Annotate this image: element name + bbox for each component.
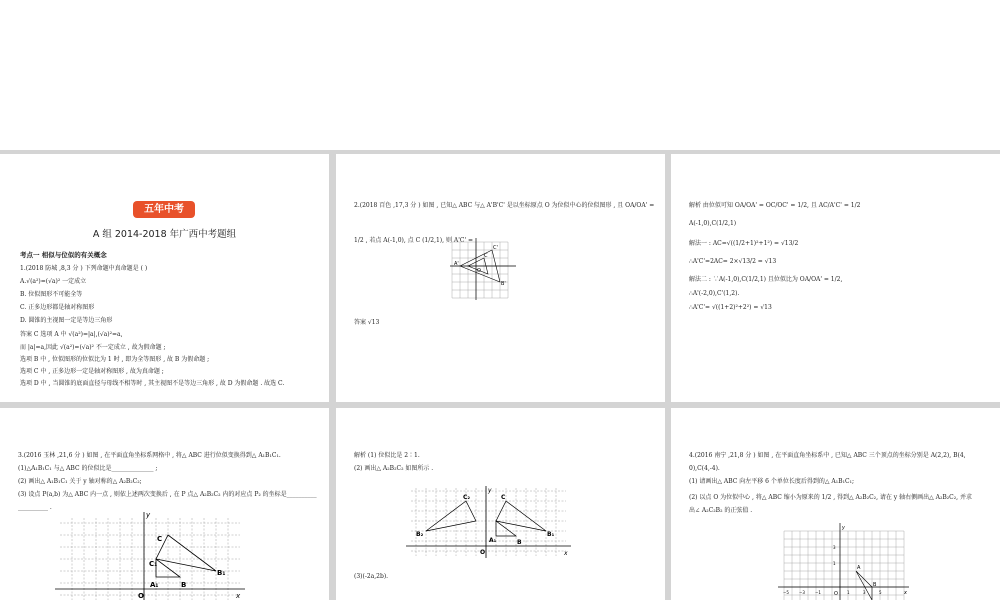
svg-text:−3: −3 bbox=[799, 590, 805, 595]
svg-text:O: O bbox=[138, 592, 144, 600]
banner: 五年中考 bbox=[133, 201, 195, 218]
svg-text:B': B' bbox=[501, 281, 506, 287]
answer-blank: __________ . bbox=[18, 504, 52, 511]
solution-line: 解法二 : ∵A(-1,0),C(1/2,1) 且位似比为 OA/OA' = 1/2, bbox=[689, 276, 843, 283]
svg-text:5: 5 bbox=[879, 590, 882, 595]
svg-text:x: x bbox=[904, 590, 907, 596]
svg-text:C': C' bbox=[493, 245, 498, 251]
solution-line: ∴A'C'=2AC= 2×√13/2 = √13 bbox=[689, 258, 777, 265]
solution-line: (2) 画出△ A₂B₂C₂ 如图所示 . bbox=[354, 465, 434, 472]
group-title: A 组 2014-2018 年广西中考题组 bbox=[92, 229, 237, 240]
kaodian-heading: 考点一 相似与位似的有关概念 bbox=[20, 251, 107, 259]
slide-5[interactable] bbox=[336, 408, 665, 600]
question-2-cont: 1/2 , 若点 A(-1,0), 点 C (1/2,1), 则 A'C' = bbox=[354, 237, 474, 244]
svg-text:y: y bbox=[488, 487, 492, 494]
coordinate-grid-figure bbox=[406, 486, 571, 558]
explain-line: 选项 C 中 , 正多边形一定是轴对称图形 , 故为真命题 ; bbox=[20, 368, 164, 375]
svg-text:C₂: C₂ bbox=[463, 494, 471, 501]
coordinate-grid-figure bbox=[55, 508, 250, 600]
svg-text:B: B bbox=[517, 539, 522, 546]
svg-text:C: C bbox=[484, 253, 488, 259]
question-3-part-2: (2) 画出△ A₁B₁C₁ 关于 y 轴对称的△ A₂B₂C₂; bbox=[18, 478, 142, 485]
svg-text:A₁: A₁ bbox=[150, 581, 159, 589]
svg-text:3: 3 bbox=[863, 590, 866, 595]
question-4-part-3: 出∠ A₂C₂B₂ 的正弦值 . bbox=[689, 507, 753, 514]
slide-2[interactable] bbox=[336, 154, 665, 402]
option-b: B. 位似图形不可能全等 bbox=[20, 291, 83, 298]
question-4-part-1: (1) 请画出△ ABC 向左平移 6 个单位长度后得到的△ A₁B₁C₁; bbox=[689, 478, 855, 485]
answer-line: 答案 C 选项 A 中 √(a²)=|a|,(√a)²=a, bbox=[20, 331, 123, 338]
svg-text:1: 1 bbox=[833, 561, 836, 566]
coordinate-figure bbox=[450, 238, 522, 300]
explain-line: 选项 B 中 , 位似图形的位似比为 1 时 , 即为全等图形 , 故 B 为假命题 ; bbox=[20, 356, 210, 363]
svg-text:B: B bbox=[181, 581, 187, 589]
answer-line: 答案 √13 bbox=[354, 319, 380, 326]
solution-line: ∴A'C'= √((1+2)²+2²) = √13 bbox=[689, 304, 772, 311]
question-3-part-1: (1)△A₁B₁C₁ 与△ ABC 的位似比是______________ ; bbox=[18, 465, 158, 472]
svg-text:−1: −1 bbox=[815, 590, 821, 595]
question-4-part-2: (2) 以点 O 为位似中心 , 将△ ABC 缩小为原来的 1/2 , 得到△ A₂B₂C₂, 请在 y 轴右侧画出△ A₂B₂C₂, 并求 bbox=[689, 494, 972, 501]
solution-line: 解法一 : AC=√((1/2+1)²+1²) = √13/2 bbox=[689, 240, 799, 247]
question-2: 2.(2018 百色 ,17,3 分 ) 如图 , 已知△ ABC 与△ A'B'C' 是以坐标原点 O 为位似中心的位似图形 , 且 OA/OA' = bbox=[354, 202, 655, 209]
question-3-part-3: (3) 设点 P(a,b) 为△ ABC 内一点 , 则依上述两次变换后 , 在 P 点△ A₂B₂C₂ 内的对应点 P₂ 的坐标是__________ bbox=[18, 491, 317, 498]
solution-line: 解析 (1) 位似比是 2∶1. bbox=[354, 452, 420, 459]
slide-1[interactable] bbox=[0, 154, 329, 402]
option-c: C. 正多边形都是轴对称图形 bbox=[20, 304, 95, 311]
svg-text:O: O bbox=[480, 549, 486, 556]
explain-line: 选项 D 中 , 当圆锥的底面直径与母线不相等时 , 其主视图不是等边三角形 , 故 D 为假命题 . 故选 C. bbox=[20, 380, 285, 387]
svg-text:y: y bbox=[842, 525, 845, 531]
svg-text:A': A' bbox=[454, 261, 459, 267]
svg-text:B₁: B₁ bbox=[547, 531, 555, 538]
svg-text:B₁: B₁ bbox=[217, 569, 226, 577]
svg-text:B₂: B₂ bbox=[416, 531, 424, 538]
question-4: 4.(2016 南宁 ,21,8 分 ) 如图 , 在平面直角坐标系中 , 已知△ ABC 三个顶点的坐标分别是 A(2,2), B(4, bbox=[689, 452, 966, 459]
slide-4[interactable] bbox=[0, 408, 329, 600]
svg-text:C₁: C₁ bbox=[149, 560, 158, 568]
slide-3[interactable] bbox=[671, 154, 1000, 402]
explain-line: 而 |a|=a,因此 √(a²)=(√a)² 不一定成立 , 故为假命题 ; bbox=[20, 344, 166, 351]
option-a: A.√(a²)=(√a)² 一定成立 bbox=[20, 278, 87, 285]
svg-text:1: 1 bbox=[847, 590, 850, 595]
svg-text:3: 3 bbox=[833, 545, 836, 550]
question-1: 1.(2018 防城 ,8,3 分 ) 下列命题中真命题是 ( ) bbox=[20, 265, 148, 272]
solution-line: A(-1,0),C(1/2,1) bbox=[689, 220, 737, 227]
svg-text:C: C bbox=[157, 535, 163, 543]
slide-6[interactable] bbox=[671, 408, 1000, 600]
svg-text:O: O bbox=[477, 268, 481, 274]
option-d: D. 圆锥的主视图一定是等边三角形 bbox=[20, 317, 113, 324]
svg-text:O: O bbox=[834, 591, 838, 597]
svg-text:B: B bbox=[873, 582, 877, 588]
question-4-cont: 0),C(4,-4). bbox=[689, 465, 720, 472]
svg-text:x: x bbox=[564, 550, 568, 557]
solution-line: 解析 由位似可知 OA/OA' = OC/OC' = 1/2, 且 AC/A'C' = 1/2 bbox=[689, 202, 861, 209]
svg-text:−5: −5 bbox=[783, 590, 789, 595]
solution-line: ∴A'(-2,0),C'(1,2). bbox=[689, 290, 740, 297]
coordinate-grid-figure bbox=[776, 521, 911, 600]
svg-text:x: x bbox=[236, 592, 241, 600]
svg-text:C: C bbox=[501, 494, 506, 501]
svg-text:A: A bbox=[857, 565, 861, 571]
svg-text:A₁: A₁ bbox=[489, 537, 497, 544]
question-3: 3.(2016 玉林 ,21,6 分 ) 如图 , 在平面直角坐标系网格中 , 将△ ABC 进行位似变换得到△ A₁B₁C₁. bbox=[18, 452, 281, 459]
svg-text:y: y bbox=[146, 511, 151, 519]
solution-line: (3)(-2a,2b). bbox=[354, 573, 389, 580]
